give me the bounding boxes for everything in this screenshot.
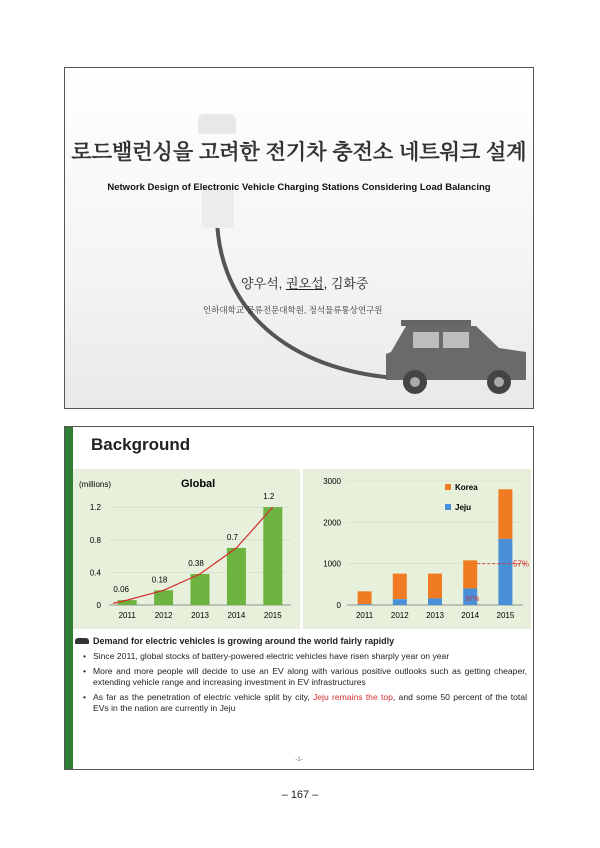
global-chart-panel [73, 469, 300, 629]
legend-swatch-jeju [445, 504, 451, 510]
legend-label: Korea [455, 483, 478, 492]
legend-swatch-korea [445, 484, 451, 490]
y-tick-label: 2000 [323, 518, 341, 528]
x-tick-label: 2013 [426, 611, 444, 620]
chart-title: Global [181, 478, 216, 490]
bullet-item: • As far as the penetration of electric vehicle split by city, Jeju remains the top, and some 50 percent of the total EVs in the nation are currently in Jeju [75, 692, 527, 714]
x-tick-label: 2014 [227, 611, 246, 620]
korea-chart-panel [303, 469, 531, 629]
bar-korea [393, 574, 407, 600]
bar [118, 600, 137, 605]
x-tick-label: 2014 [461, 611, 480, 620]
y-axis-label: (millions) [79, 480, 111, 489]
data-label: 0.18 [151, 575, 168, 585]
bar-korea [498, 489, 512, 539]
car-icon [75, 638, 89, 644]
bar [263, 507, 282, 605]
data-label: 0.06 [113, 585, 129, 595]
y-tick-label: 0.4 [89, 568, 101, 578]
bar-jeju [498, 539, 512, 605]
data-label: 0.7 [226, 532, 238, 542]
authors [241, 273, 369, 292]
bar-korea [358, 591, 372, 604]
slide-title: Background [91, 435, 191, 454]
x-tick-label: 2012 [154, 611, 173, 620]
bar-jeju [428, 598, 442, 605]
x-tick-label: 2011 [118, 611, 136, 620]
bar-korea [463, 560, 477, 588]
y-tick-label: 1.2 [89, 503, 101, 513]
author-3: , 김화중 [323, 276, 369, 291]
y-tick-label: 1000 [323, 559, 341, 569]
y-tick-label: 0.8 [89, 535, 101, 545]
charger-handle-icon [202, 188, 234, 228]
bar-jeju [393, 599, 407, 605]
y-tick-label: 0 [336, 601, 341, 610]
y-tick-label: 3000 [323, 477, 341, 486]
x-tick-label: 2015 [263, 611, 282, 620]
legend-label: Jeju [455, 503, 472, 512]
author-presenter: 권오섭 [285, 276, 324, 291]
x-tick-label: 2011 [355, 611, 374, 620]
affiliation: 인하대학교 물류전문대학원, 정석물류통상연구원 [203, 305, 383, 315]
bullet-heading: Demand for electric vehicles is growing around the world fairly rapidly [75, 636, 527, 646]
x-tick-label: 2013 [191, 611, 209, 620]
bar-jeju [358, 604, 372, 605]
page-number: – 167 – [281, 789, 319, 801]
highlight-jeju: Jeju remains the top [312, 692, 393, 702]
bullet-item: • Since 2011, global stocks of battery-powered electric vehicles have risen sharply year on year [75, 651, 527, 662]
bar-korea [428, 574, 442, 599]
slide-number: -1- [295, 757, 303, 763]
bar [191, 574, 210, 605]
bullet-list [75, 636, 527, 718]
data-label: 1.2 [263, 492, 275, 502]
paper-title-english: Network Design of Electronic Vehicle Charging Stations Considering Load Balancing [107, 182, 491, 193]
x-tick-label: 2015 [496, 611, 515, 620]
korea-jeju-ev-chart [303, 469, 531, 629]
background-slide [64, 426, 534, 770]
electric-car-image [381, 312, 531, 402]
x-tick-label: 2012 [390, 611, 409, 620]
global-ev-chart [73, 469, 300, 629]
charger-plug-icon [198, 114, 236, 134]
annotation-label: 57% [512, 559, 529, 569]
title-slide [64, 67, 534, 409]
paper-title-korean: 로드밸런싱을 고려한 전기차 충전소 네트워크 설계 [71, 141, 527, 164]
y-tick-label: 0 [96, 601, 101, 610]
bullet-item: • More and more people will decide to use an EV along with various positive outlooks such as getting cheaper, extending vehicle range and increasing investment in EV infrastructures [75, 666, 527, 688]
data-label: 0.38 [188, 559, 204, 569]
accent-bar [65, 427, 73, 769]
author-1: 양우석, [241, 276, 286, 291]
bar [227, 548, 246, 605]
annotation-label: 37% [465, 595, 480, 603]
